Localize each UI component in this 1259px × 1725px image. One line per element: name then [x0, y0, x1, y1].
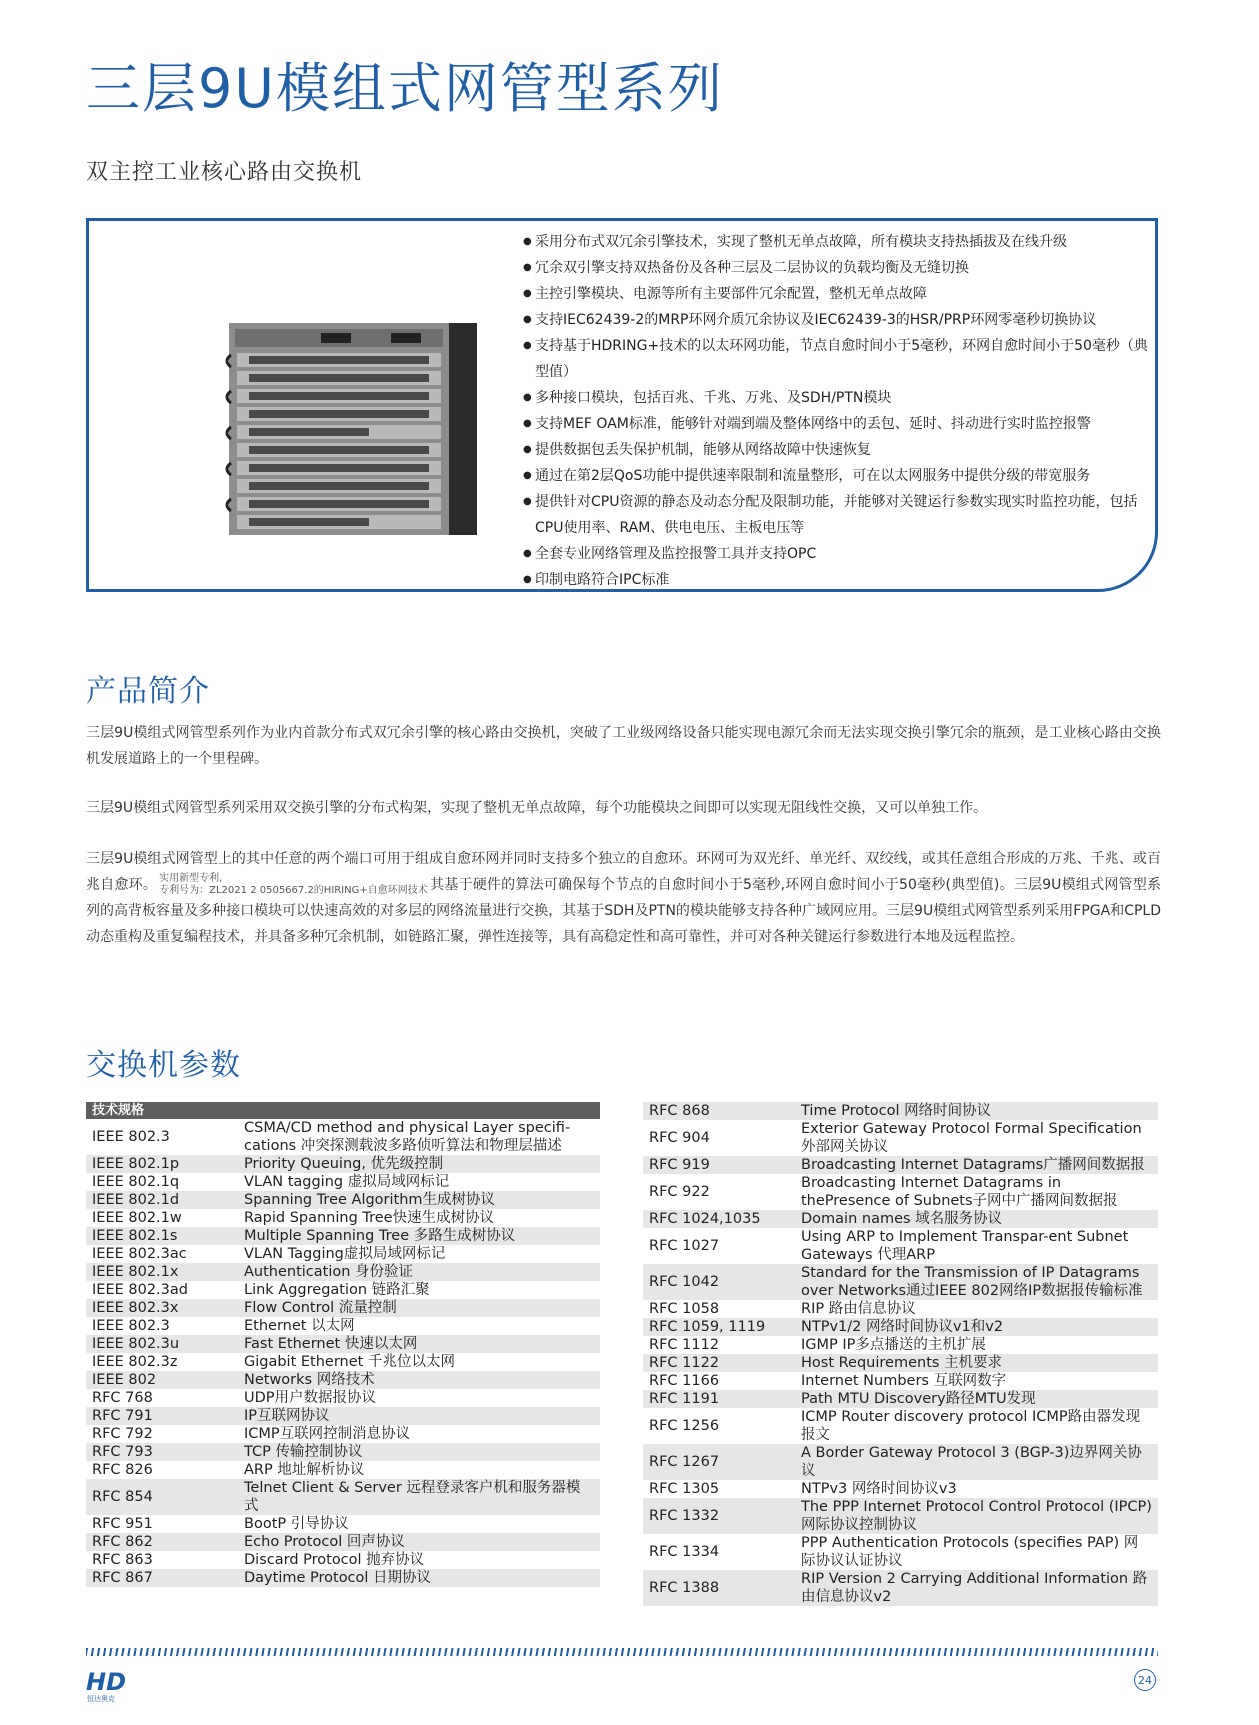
table-row: [643, 1174, 1158, 1210]
table-row: [643, 1102, 1158, 1120]
table-row: [86, 1533, 600, 1551]
page-title: 三层9U模组式网管型系列: [86, 57, 724, 120]
spec-standard: IEEE 802.1w: [92, 1210, 182, 1226]
spec-standard: RFC 768: [92, 1390, 153, 1406]
intro-paragraph-3: [86, 846, 1161, 950]
table-row: [86, 1173, 600, 1191]
spec-standard: RFC 1191: [643, 1390, 795, 1408]
spec-standard: RFC 919: [643, 1156, 795, 1174]
spec-standard: IEEE 802.1s: [86, 1227, 238, 1245]
spec-description: RIP 路由信息协议: [801, 1301, 916, 1317]
spec-description: ARP 地址解析协议: [244, 1462, 365, 1478]
spec-description: Ethernet 以太网: [244, 1318, 355, 1334]
table-row: [86, 1227, 600, 1245]
spec-description: RIP Version 2 Carrying Additional Information 路由信息协议v2: [795, 1570, 1158, 1606]
table-row: [643, 1372, 1158, 1390]
spec-standard: IEEE 802.1d: [86, 1191, 238, 1209]
feature-item: ● 多种接口模块，包括百兆、千兆、万兆、及SDH/PTN模块: [523, 385, 1148, 411]
spec-standard: RFC 904: [649, 1130, 710, 1146]
spec-description: The PPP Internet Protocol Control Protocol (IPCP) 网际协议控制协议: [795, 1498, 1158, 1534]
feature-item: ● 全套专业网络管理及监控报警工具并支持OPC: [523, 541, 1148, 567]
feature-item: ● 支持基于HDRING+技术的以太环网功能，节点自愈时间小于5毫秒，环网自愈时间小于50毫秒（典型值）: [523, 333, 1148, 385]
table-row: [86, 1155, 600, 1173]
specs-heading: 交换机参数: [86, 1048, 241, 1083]
table-row: [86, 1335, 600, 1353]
spec-standard: RFC 1122: [643, 1354, 795, 1372]
table-row: [86, 1479, 600, 1515]
spec-description: Link Aggregation 链路汇聚: [244, 1282, 430, 1298]
table-header-row: [86, 1102, 600, 1119]
spec-description: Flow Control 流量控制: [238, 1299, 600, 1317]
spec-standard: RFC 1042: [643, 1264, 795, 1300]
spec-description: Fast Ethernet 快速以太网: [238, 1335, 600, 1353]
intro-paragraph-3b: 其基于硬件的算法可确保每个节点的自愈时间小于5毫秒,环网自愈时间小于50毫秒(典型值)。三层9U模组式网管型系列的高背板容量及多种接口模块可以快速高效的对多层的网络流量进行交换，其基于SDH及PTN的模块能够支持各种广域网应用。三层9U模组式网管型系列采用FPGA和CPLD动态重构及重复编程技术，并具备多种冗余机制，如链路汇聚，弹性连接等，具有高稳定性和高可靠性，并可对各种关键运行参数进行本地及远程监控。: [86, 877, 1162, 945]
spec-description: Time Protocol 网络时间协议: [795, 1102, 1158, 1120]
table-row: [86, 1191, 600, 1209]
spec-standard: IEEE 802.1x: [86, 1263, 238, 1281]
table-row: [86, 1209, 600, 1227]
svg-text:恒达奥克: 恒达奥克: [87, 1695, 115, 1703]
table-row: [86, 1389, 600, 1407]
spec-description: Daytime Protocol 日期协议: [238, 1569, 600, 1587]
feature-box: [86, 218, 1158, 592]
spec-description: Internet Numbers 互联网数字: [801, 1373, 1007, 1389]
spec-standard: RFC 1112: [649, 1337, 720, 1353]
spec-description: NTPv1/2 网络时间协议v1和v2: [795, 1318, 1158, 1336]
table-row: [86, 1263, 600, 1281]
spec-standard: IEEE 802.3u: [86, 1335, 238, 1353]
spec-standard: RFC 1332: [643, 1498, 795, 1534]
spec-description: NTPv3 网络时间协议v3: [801, 1481, 957, 1497]
spec-standard: IEEE 802.3ac: [92, 1246, 187, 1262]
spec-standard: RFC 922: [649, 1184, 710, 1200]
spec-description: Authentication 身份验证: [238, 1263, 600, 1281]
spec-description: Exterior Gateway Protocol Formal Specification 外部网关协议: [801, 1121, 1142, 1155]
switch-chassis-image: [201, 289, 501, 539]
table-row: [86, 1281, 600, 1299]
spec-standard: RFC 1305: [649, 1481, 720, 1497]
table-row: [643, 1120, 1158, 1156]
spec-description: Networks 网络技术: [238, 1371, 600, 1389]
spec-description: TCP 传输控制协议: [238, 1443, 600, 1461]
spec-standard: IEEE 802.1p: [86, 1155, 238, 1173]
table-row: [643, 1336, 1158, 1354]
feature-item: ● 提供针对CPU资源的静态及动态分配及限制功能，并能够对关键运行参数实现实时监控功能，包括CPU使用率、RAM、供电电压、主板电压等: [523, 489, 1148, 541]
spec-standard: RFC 863: [92, 1552, 153, 1568]
spec-standard: IEEE 802.3x: [86, 1299, 238, 1317]
spec-standard: RFC 854: [86, 1479, 238, 1515]
spec-description: BootP 引导协议: [244, 1516, 349, 1532]
table-row: [643, 1498, 1158, 1534]
spec-description: IP互联网协议: [238, 1407, 600, 1425]
company-logo: [86, 1664, 126, 1704]
spec-description: Rapid Spanning Tree快速生成树协议: [244, 1210, 495, 1226]
spec-standard: IEEE 802.3: [92, 1129, 170, 1145]
spec-description: VLAN Tagging虚拟局域网标记: [244, 1246, 446, 1262]
intro-paragraph-2: 三层9U模组式网管型系列采用双交换引擎的分布式构架，实现了整机无单点故障，每个功能模块之间即可以实现无阻线性交换，又可以单独工作。: [86, 800, 988, 816]
spec-description: ICMP互联网控制消息协议: [244, 1426, 411, 1442]
spec-standard: RFC 867: [86, 1569, 238, 1587]
spec-description: Using ARP to Implement Transpar-ent Subnet Gateways 代理ARP: [801, 1229, 1129, 1263]
feature-item: ● 采用分布式双冗余引擎技术，实现了整机无单点故障，所有模块支持热插拔及在线升级: [523, 229, 1148, 255]
table-row: [643, 1318, 1158, 1336]
spec-standard: RFC 826: [92, 1462, 153, 1478]
spec-description: Broadcasting Internet Datagrams广播网间数据报: [795, 1156, 1158, 1174]
spec-description: Gigabit Ethernet 千兆位以太网: [244, 1354, 455, 1370]
spec-table-right: [643, 1102, 1158, 1606]
spec-standard: IEEE 802.3ad: [92, 1282, 188, 1298]
svg-text:HD: HD: [86, 1668, 126, 1696]
spec-description: ICMP Router discovery protocol ICMP路由器发现报文: [801, 1409, 1141, 1443]
table-row: [643, 1570, 1158, 1606]
spec-description: Broadcasting Internet Datagrams in thePresence of Subnets子网中广播网间数据报: [801, 1175, 1118, 1209]
table-row: [86, 1407, 600, 1425]
table-row: [643, 1534, 1158, 1570]
table-row: [86, 1569, 600, 1587]
spec-standard: RFC 1334: [649, 1544, 720, 1560]
table-header-label: 技术规格: [86, 1102, 600, 1119]
intro-heading: 产品简介: [86, 674, 210, 709]
table-row: [86, 1353, 600, 1371]
table-row: [643, 1408, 1158, 1444]
spec-standard: RFC 862: [86, 1533, 238, 1551]
spec-standard: RFC 1058: [649, 1301, 720, 1317]
feature-item: ● 支持MEF OAM标准，能够针对端到端及整体网络中的丢包、延时、抖动进行实时监控报警: [523, 411, 1148, 437]
spec-description: Path MTU Discovery路径MTU发现: [795, 1390, 1158, 1408]
table-row: [643, 1354, 1158, 1372]
spec-description: Spanning Tree Algorithm生成树协议: [238, 1191, 600, 1209]
spec-description: Telnet Client & Server 远程登录客户机和服务器模式: [238, 1479, 600, 1515]
table-row: [86, 1119, 600, 1155]
table-row: [86, 1299, 600, 1317]
spec-standard: RFC 1256: [649, 1418, 720, 1434]
spec-standard: RFC 791: [86, 1407, 238, 1425]
table-row: [86, 1317, 600, 1335]
patent-footnote: 实用新型专利, 专利号为：ZL2021 2 0505667.2的HIRING+自愈环网技术: [159, 873, 428, 896]
spec-description: Domain names 域名服务协议: [795, 1210, 1158, 1228]
table-row: [643, 1210, 1158, 1228]
spec-standard: IEEE 802: [86, 1371, 238, 1389]
footer-stripe: [86, 1648, 1158, 1656]
table-row: [86, 1551, 600, 1569]
spec-standard: RFC 793: [86, 1443, 238, 1461]
spec-description: Host Requirements 主机要求: [795, 1354, 1158, 1372]
table-row: [643, 1390, 1158, 1408]
spec-standard: RFC 951: [92, 1516, 153, 1532]
spec-description: Discard Protocol 抛弃协议: [244, 1552, 425, 1568]
page-number: 24: [1134, 1669, 1156, 1691]
spec-standard: IEEE 802.3: [92, 1318, 170, 1334]
feature-item: ● 支持IEC62439-2的MRP环网介质冗余协议及IEC62439-3的HSR/PRP环网零毫秒切换协议: [523, 307, 1148, 333]
spec-standard: RFC 1388: [643, 1570, 795, 1606]
table-row: [643, 1156, 1158, 1174]
feature-item: ● 印制电路符合IPC标准: [523, 567, 1148, 593]
table-row: [643, 1480, 1158, 1498]
feature-list: [523, 229, 1148, 593]
spec-description: PPP Authentication Protocols (specifies PAP) 网际协议认证协议: [801, 1535, 1139, 1569]
table-row: [643, 1228, 1158, 1264]
feature-item: ● 主控引擎模块、电源等所有主要部件冗余配置，整机无单点故障: [523, 281, 1148, 307]
spec-standard: RFC 1059, 1119: [643, 1318, 795, 1336]
intro-paragraph-3a: 三层9U模组式网管型上的其中任意的两个端口可用于组成自愈环网并同时支持多个独立的自愈环。环网可为双光纤、单光纤、双绞线，或其任意组合形成的万兆、千兆、或百兆自愈环。: [86, 851, 1161, 893]
spec-standard: IEEE 802.1q: [92, 1174, 180, 1190]
table-row: [86, 1371, 600, 1389]
spec-description: UDP用户数据报协议: [244, 1390, 377, 1406]
spec-standard: RFC 1027: [649, 1238, 720, 1254]
spec-description: CSMA/CD method and physical Layer specifi-cations 冲突探测载波多路侦听算法和物理层描述: [244, 1120, 571, 1154]
spec-description: Standard for the Transmission of IP Datagrams over Networks通过IEEE 802网络IP数据报传输标准: [795, 1264, 1158, 1300]
spec-description: Echo Protocol 回声协议: [238, 1533, 600, 1551]
spec-standard: IEEE 802.3z: [92, 1354, 178, 1370]
feature-item: ● 冗余双引擎支持双热备份及各种三层及二层协议的负载均衡及无缝切换: [523, 255, 1148, 281]
spec-standard: RFC 792: [92, 1426, 153, 1442]
spec-description: IGMP IP多点播送的主机扩展: [801, 1337, 986, 1353]
feature-item: ● 提供数据包丢失保护机制，能够从网络故障中快速恢复: [523, 437, 1148, 463]
spec-table-left: [86, 1102, 600, 1587]
spec-description: Multiple Spanning Tree 多路生成树协议: [238, 1227, 600, 1245]
intro-paragraph-1: 三层9U模组式网管型系列作为业内首款分布式双冗余引擎的核心路由交换机，突破了工业级网络设备只能实现电源冗余而无法实现交换引擎冗余的瓶颈，是工业核心路由交换机发展道路上的一个里程碑。: [86, 725, 1161, 767]
spec-description: A Border Gateway Protocol 3 (BGP-3)边界网关协议: [795, 1444, 1158, 1480]
table-row: [86, 1425, 600, 1443]
table-row: [86, 1443, 600, 1461]
table-row: [86, 1515, 600, 1533]
table-row: [643, 1300, 1158, 1318]
spec-standard: RFC 1024,1035: [643, 1210, 795, 1228]
spec-standard: RFC 868: [643, 1102, 795, 1120]
page-subtitle: 双主控工业核心路由交换机: [86, 160, 363, 185]
table-row: [86, 1461, 600, 1479]
spec-description: Priority Queuing, 优先级控制: [238, 1155, 600, 1173]
table-row: [643, 1264, 1158, 1300]
spec-description: VLAN tagging 虚拟局域网标记: [244, 1174, 450, 1190]
table-row: [86, 1245, 600, 1263]
table-row: [643, 1444, 1158, 1480]
spec-standard: RFC 1166: [649, 1373, 720, 1389]
feature-item: ● 通过在第2层QoS功能中提供速率限制和流量整形，可在以太网服务中提供分级的带宽服务: [523, 463, 1148, 489]
spec-standard: RFC 1267: [643, 1444, 795, 1480]
